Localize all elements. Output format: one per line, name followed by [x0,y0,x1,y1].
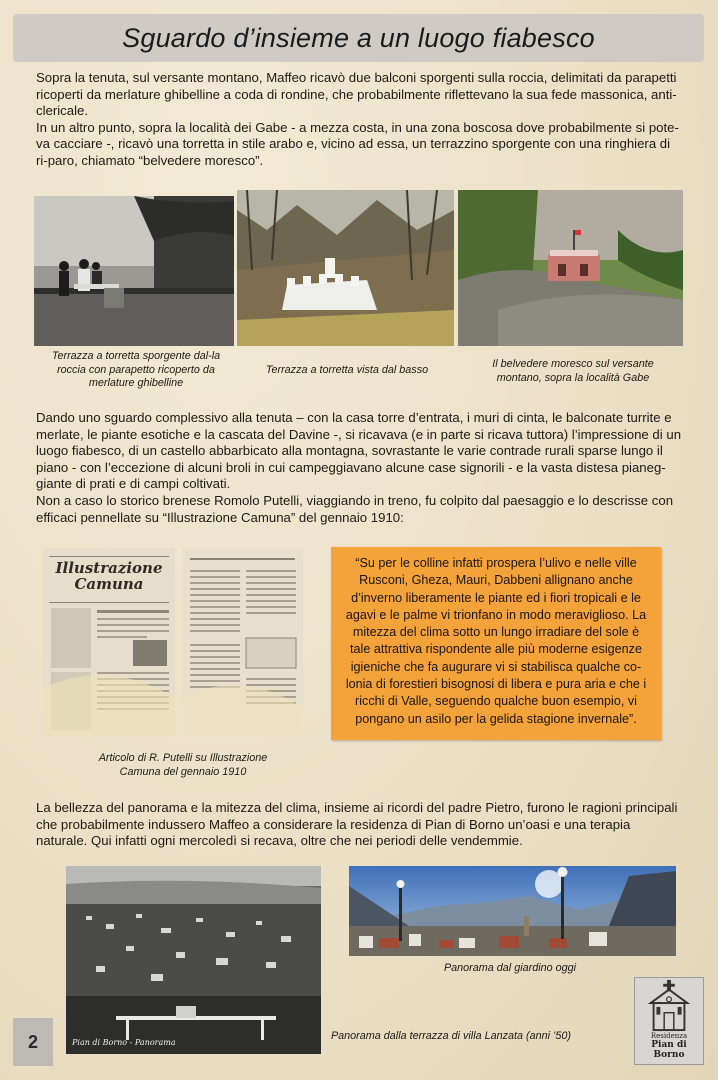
closing-text [36,800,684,850]
putelli-quote-box [331,547,661,740]
magazine-article-scan [182,548,303,736]
torretta-from-below-photo [237,190,454,346]
closing-paragraph: La bellezza del panorama e la mitezza del clima, insieme ai ricordi del padre Pietro, furono le ragioni principali che probabilmente indussero Maffeo a considerare la residenza di Pian di Borno un’oasi e una terapia naturale. Qui infatti ogni mercoledì si recava, oltre che nei periodi delle vendemmie. [36,800,678,849]
magazine-masthead-line2: Camuna [74,575,144,593]
caption-modern-panorama: Panorama dal giardino oggi [443,962,577,974]
intro-paragraph-1: Sopra la tenuta, sul versante montano, Maffeo ricavò due balconi sporgenti sulla roccia, delimitati da parapetti ricoperti da merlature ghibelline a coda di rondine, che probabilmente riflettevano la sua fede massonica, anti-clericale. [36,70,677,119]
magazine-masthead-line1: Illustrazione [55,559,163,577]
title-bar [13,14,704,62]
modern-panorama-photo [349,866,676,956]
caption-old-panorama: Panorama dalla terrazza di villa Lanzata (anni ’50) [330,1030,572,1042]
pian-di-borno-logo [634,977,704,1065]
caption-magazine: Articolo di R. Putelli su Illustrazione Camuna del gennaio 1910 [98,752,268,778]
caption-terrazza-sporgente: Terrazza a torretta sporgente dal-la roccia con parapetto ricoperto da merlature ghibelline [51,350,221,389]
magazine-cover-scan [43,548,175,736]
page-title: Sguardo d’insieme a un luogo fiabesco [122,22,595,53]
intro-paragraph-2: In un altro punto, sopra la località dei Gabe - a mezza costa, in una zona boscosa dove probabilmente si pote-va cacciare -, ricavò una torretta in stile arabo e, vicino ad essa, un terrazzino sporgente con una ringhiera di ri-paro, chiamato “belvedere moresco”. [36,119,679,168]
middle-text [36,410,684,526]
logo-name: Pian di Borno [651,1040,687,1060]
middle-paragraph-1: Dando uno sguardo complessivo alla tenuta – con la casa torre d’entrata, i muri di cinta, le balconate turrite e merlate, le piante esotiche e la cascata del Davine -, si ricavava (e in parte si ricava tuttora) l’impressione di un luogo fiabesco, di un castello abbarbicato alla montagna, sovrastante le varie contrade rurali sparse lungo il piano - con l’eccezione di alcuni broli in cui campeggiavano alcune case signorili - e la vasta distesa pianeg-giante di prati e di campi coltivati. [36,410,682,492]
caption-terrazza-basso: Terrazza a torretta vista dal basso [265,364,429,376]
intro-text [36,70,684,170]
old-photo-label: Pian di Borno - Panorama [72,1038,176,1047]
church-icon [646,978,692,1032]
putelli-quote-text: “Su per le colline infatti prospera l’ulivo e nelle ville Rusconi, Gheza, Mauri, Dabbeni allignano anche d’inverno liberamente le piante ed i fiori tropicali e le agavi e le palme vi trionfano in modo meraviglioso. La mitezza del clima sotto un lungo irradiare del sole è tale attrattiva rispondente alle più moderne esigenze igieniche che fa augurare vi si stabilisca qualche co-lonia di forestieri bisognosi di libera e pura aria e che i ricchi di Valle, seguendo qualche buon esempio, vi pongano un asilo per la gelida stagione invernale”. [345,556,647,726]
middle-paragraph-2: Non a caso lo storico brenese Romolo Putelli, viaggiando in treno, fu colpito dal paesaggio e lo descrisse con efficaci pennellate su “Illustrazione Camuna” del gennaio 1910: [36,492,674,525]
old-panorama-photo [66,866,321,1054]
bw-terrace-photo [34,196,234,346]
caption-belvedere-moresco: Il belvedere moresco sul versante montano, sopra la località Gabe [492,358,654,384]
belvedere-moresco-photo [458,190,683,346]
logo-small-text: Residenza [650,1032,688,1040]
page-number: 2 [13,1018,53,1066]
